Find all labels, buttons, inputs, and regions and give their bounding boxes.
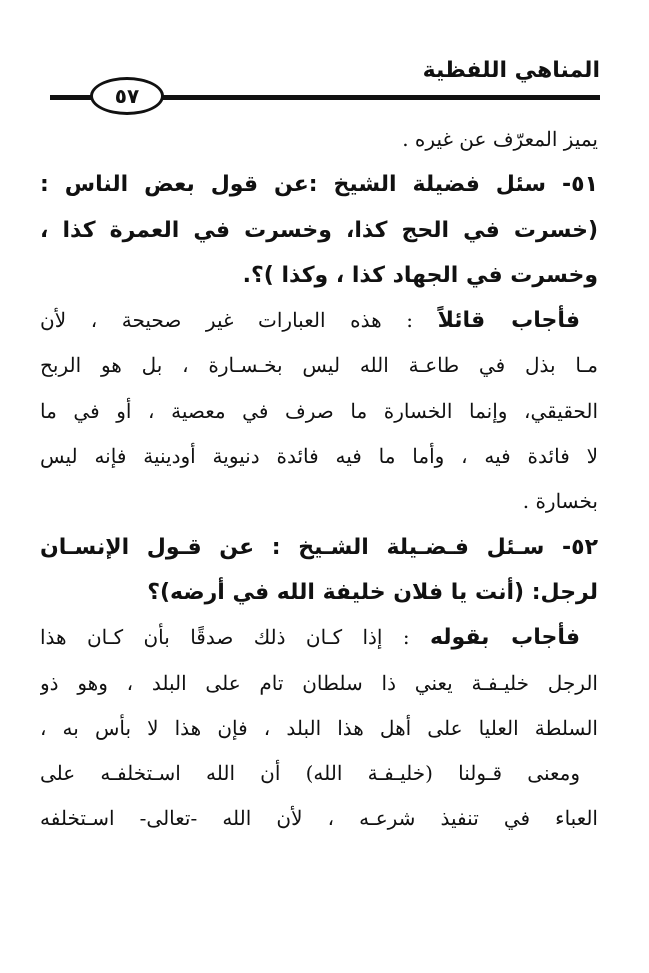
answer-lead: فأجاب قائلاً <box>437 308 580 334</box>
page-body <box>40 117 598 842</box>
text-line: بخسارة . <box>522 489 598 514</box>
text-line: العباء في تنفيذ شرعـه ، لأن الله -تعالى- اسـتخلفه <box>40 806 598 831</box>
page-header <box>50 46 600 114</box>
text-line: الرجل خليـفـة يعني ذا سلطان تام على البلد ، وهو ذو <box>40 670 598 695</box>
answer-text: : هذه العبارات غير صحيحة ، لأن <box>40 308 438 333</box>
question-heading-51: ٥١- سئل فضيلة الشيخ :عن قول بعض الناس : <box>40 172 598 198</box>
text-line: مـا بذل في طاعـة الله ليس بخـسـارة ، بل هو الربح <box>40 353 598 378</box>
question-text: (خسرت في الحج كذا، وخسرت في العمرة كذا ، <box>40 217 598 243</box>
answer-lead: فأجاب بقوله <box>429 625 580 651</box>
text-line: ومعنى قـولنا (خليـفـة الله) أن الله اسـتخلفـه على <box>40 761 580 786</box>
page-number: ٥٧ <box>114 84 140 108</box>
text-line: السلطة العليا على أهل هذا البلد ، فإن هذا لا بأس به ، <box>40 715 598 740</box>
answer-line <box>40 615 598 660</box>
text-line: لا فائدة فيه ، وأما ما فيه فائدة دنيوية أودينية فإنه ليس <box>40 444 598 469</box>
text-line: الحقيقي، وإنما الخسارة ما صرف في معصية ، أو في ما <box>40 398 598 423</box>
question-text: وخسرت في الجهاد كذا ، وكذا )؟. <box>242 262 598 288</box>
question-text: لرجل: (أنت يا فلان خليفة الله في أرضه)؟ <box>147 579 598 605</box>
page-number-badge <box>90 77 164 115</box>
answer-line <box>40 298 598 343</box>
running-title: المناهي اللفظية <box>422 58 600 83</box>
answer-text: : إذا كـان ذلك صدقًا بأن كـان هذا <box>40 625 430 650</box>
question-heading-52: ٥٢- سـئل فـضـيلة الشـيخ : عن قـول الإنسـان <box>40 534 598 560</box>
text-line: يميز المعرّف عن غيره . <box>402 127 598 151</box>
